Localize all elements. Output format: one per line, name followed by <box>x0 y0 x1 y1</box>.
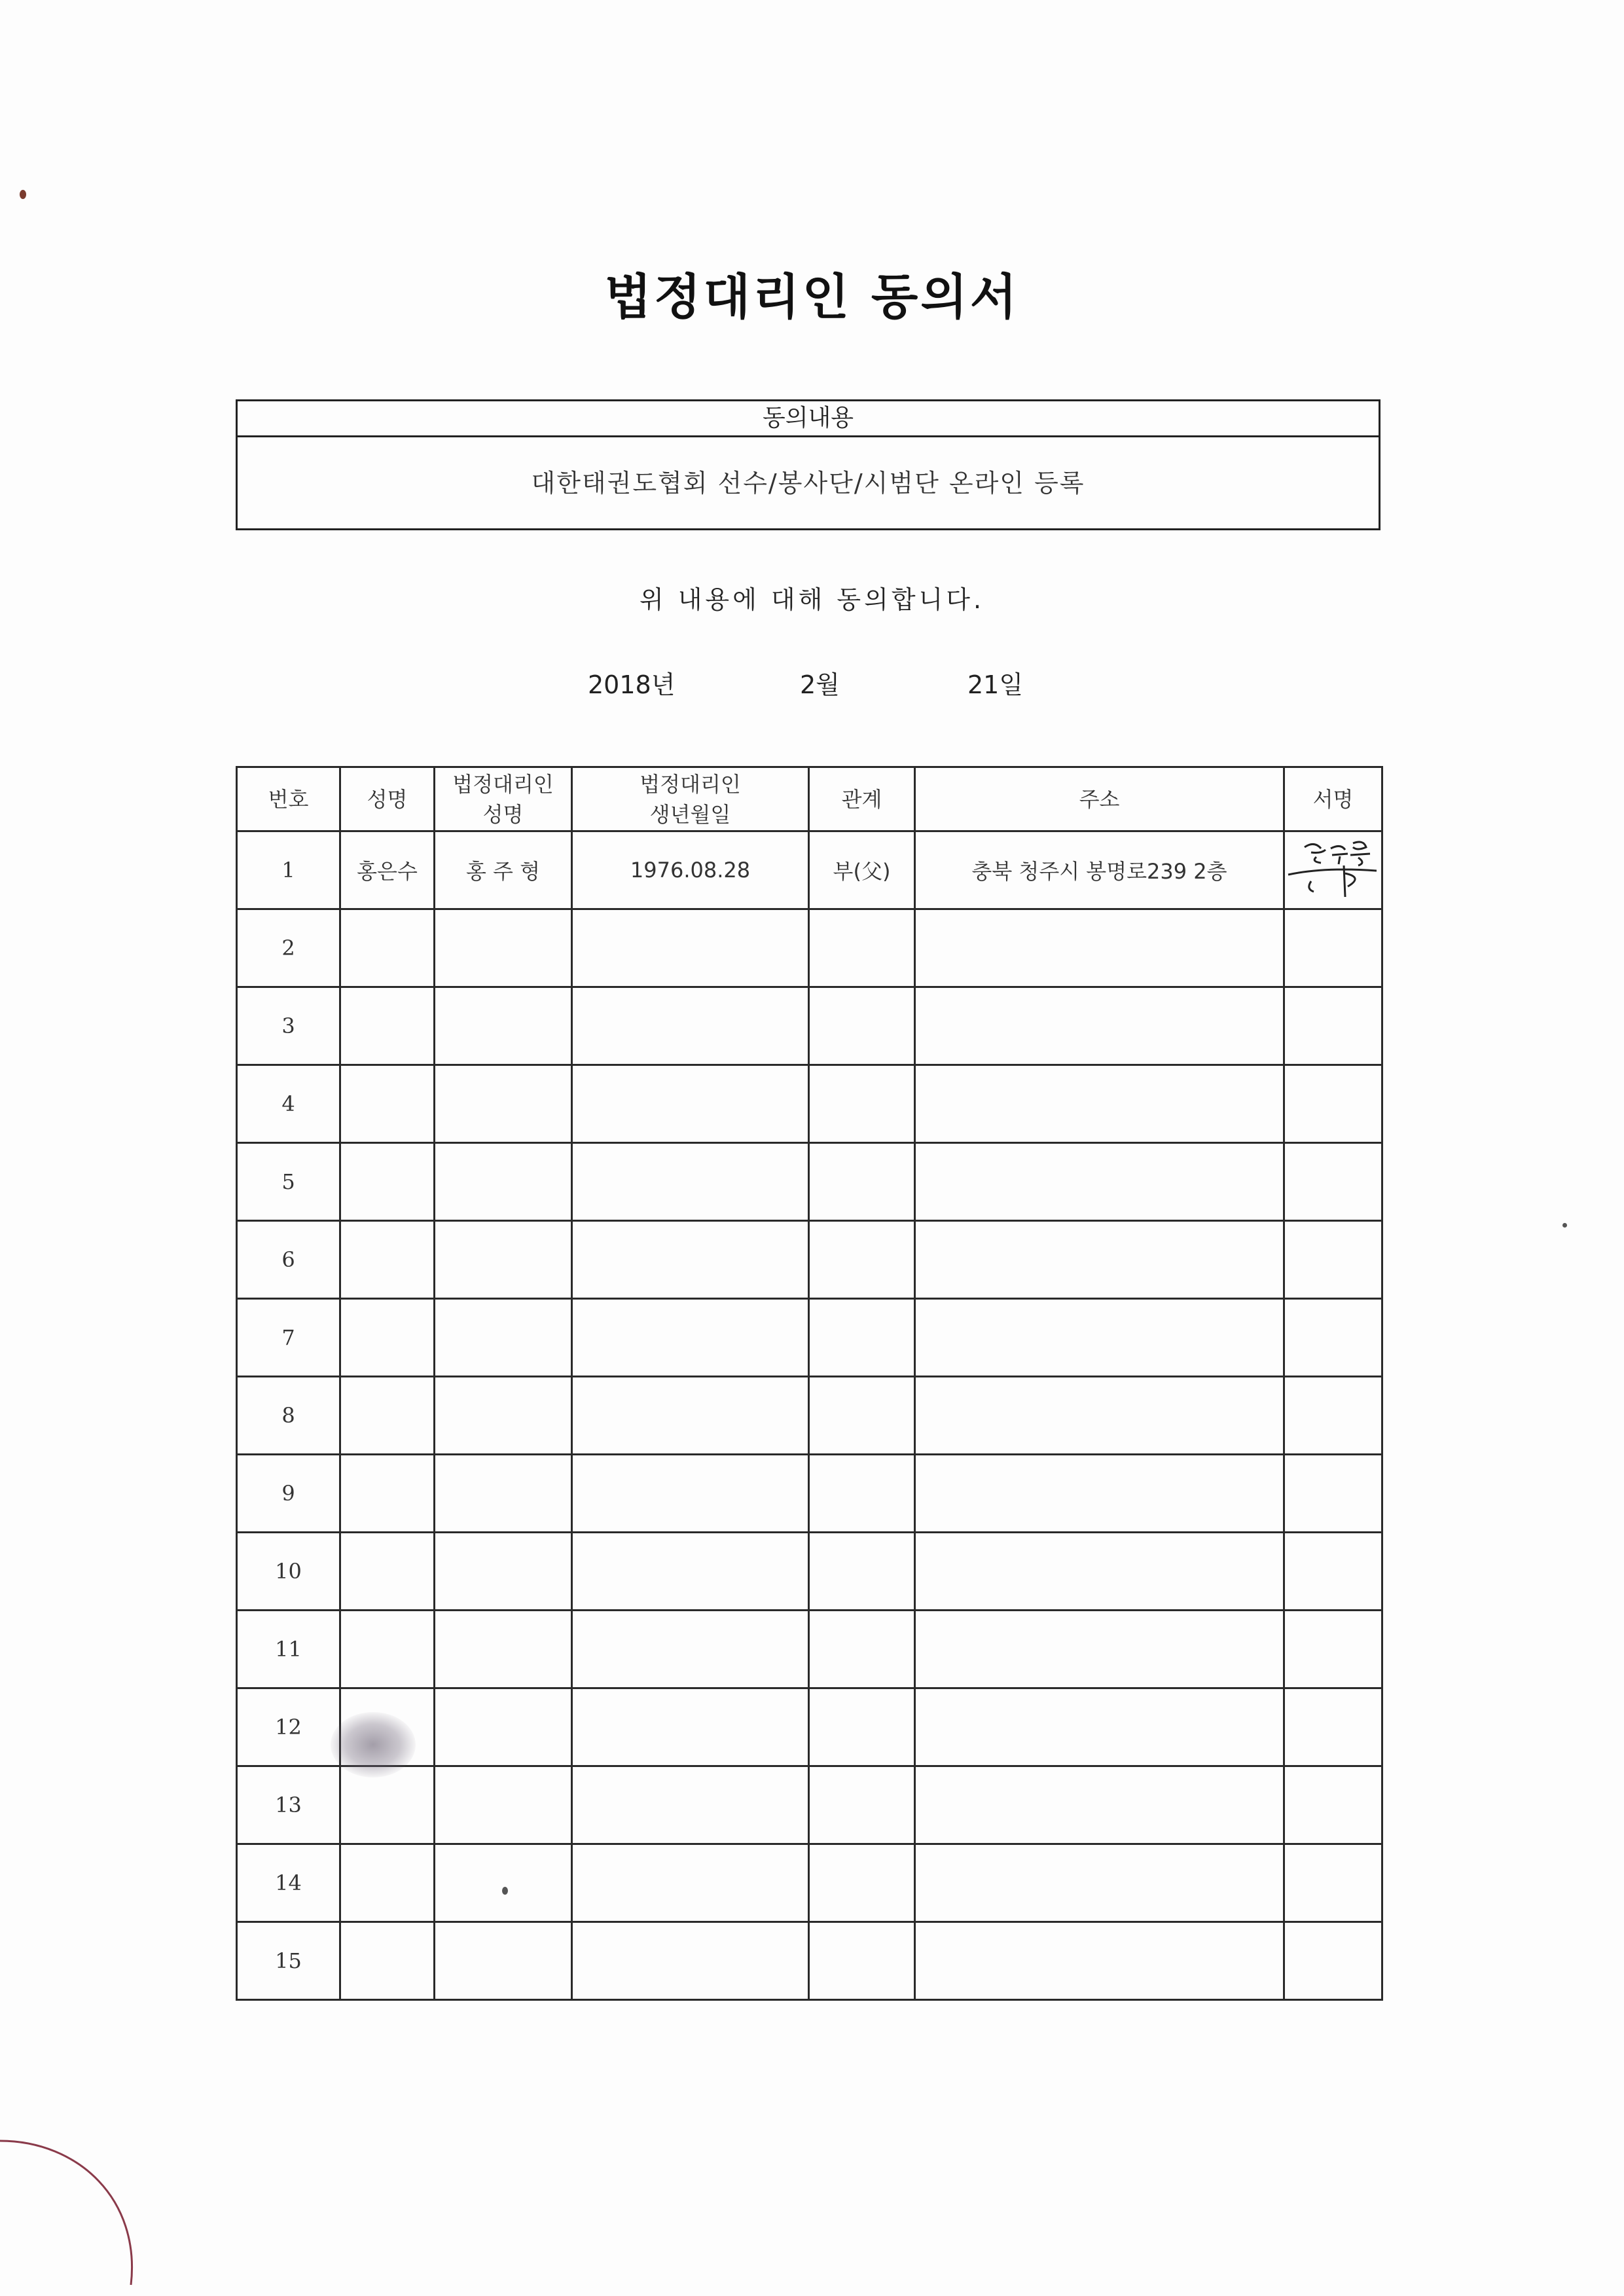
row-rep-birth <box>572 987 809 1065</box>
row-name <box>340 1455 435 1533</box>
corner-pencil-mark <box>0 2095 151 2291</box>
row-rep-name <box>435 1766 572 1844</box>
ink-speck <box>1562 1223 1567 1228</box>
row-rep-birth <box>572 909 809 987</box>
table-row <box>237 1143 1382 1221</box>
row-relation <box>809 1065 915 1143</box>
row-rep-birth <box>572 1766 809 1844</box>
row-address <box>915 1143 1284 1221</box>
row-address: 충북 청주시 봉명로239 2층 <box>915 831 1284 909</box>
row-rep-birth <box>572 1065 809 1143</box>
row-address <box>915 1299 1284 1377</box>
row-address <box>915 1611 1284 1688</box>
row-address <box>915 909 1284 987</box>
header-address: 주소 <box>915 767 1284 831</box>
row-address <box>915 987 1284 1065</box>
header-rep-birth <box>572 767 809 831</box>
row-address <box>915 1922 1284 2000</box>
row-rep-name <box>435 1533 572 1611</box>
row-rep-birth <box>572 1688 809 1766</box>
row-rep-name <box>435 909 572 987</box>
row-number: 12 <box>237 1688 340 1766</box>
row-number: 1 <box>237 831 340 909</box>
row-signature <box>1284 1611 1382 1688</box>
row-rep-birth <box>572 1143 809 1221</box>
ink-speck <box>502 1887 508 1895</box>
ink-smudge <box>331 1712 416 1777</box>
agree-statement: 위 내용에 대해 동의합니다. <box>639 585 985 614</box>
row-address <box>915 1533 1284 1611</box>
row-relation <box>809 1844 915 1922</box>
row-name <box>340 1533 435 1611</box>
row-number: 15 <box>237 1922 340 2000</box>
row-rep-birth <box>572 1533 809 1611</box>
table-row <box>237 1221 1382 1299</box>
row-number: 6 <box>237 1221 340 1299</box>
row-rep-name <box>435 987 572 1065</box>
date-day: 21일 <box>967 670 1024 699</box>
table-row <box>237 1922 1382 2000</box>
row-address <box>915 1455 1284 1533</box>
ink-speck <box>20 190 26 199</box>
header-rep-name-line1: 법정대리인 <box>452 771 554 797</box>
row-signature <box>1284 1377 1382 1455</box>
consent-content: 대한태권도협회 선수/봉사단/시범단 온라인 등록 <box>531 469 1085 498</box>
row-rep-name <box>435 1611 572 1688</box>
table-row <box>237 1065 1382 1143</box>
row-signature <box>1284 1143 1382 1221</box>
row-rep-birth <box>572 1299 809 1377</box>
row-relation: 부(父) <box>809 831 915 909</box>
row-address <box>915 1065 1284 1143</box>
table-row <box>237 1299 1382 1377</box>
table-row <box>237 1533 1382 1611</box>
header-rep-name <box>435 767 572 831</box>
row-name <box>340 1611 435 1688</box>
row-rep-name <box>435 1065 572 1143</box>
row-number: 5 <box>237 1143 340 1221</box>
row-relation <box>809 1688 915 1766</box>
table-row <box>237 1844 1382 1922</box>
row-signature <box>1284 1766 1382 1844</box>
row-rep-name <box>435 1299 572 1377</box>
row-signature <box>1284 909 1382 987</box>
row-number: 8 <box>237 1377 340 1455</box>
row-number: 13 <box>237 1766 340 1844</box>
row-relation <box>809 1533 915 1611</box>
header-rep-birth-line1: 법정대리인 <box>640 771 741 797</box>
header-relation: 관계 <box>809 767 915 831</box>
row-name: 홍은수 <box>340 831 435 909</box>
row-relation <box>809 1143 915 1221</box>
row-rep-name <box>435 1143 572 1221</box>
row-relation <box>809 1611 915 1688</box>
row-relation <box>809 1221 915 1299</box>
row-rep-name <box>435 1922 572 2000</box>
row-number: 4 <box>237 1065 340 1143</box>
handwritten-signature <box>1285 834 1382 906</box>
date-month: 2월 <box>800 670 840 699</box>
registration-table <box>236 766 1383 2001</box>
table-row <box>237 1455 1382 1533</box>
row-rep-birth <box>572 1377 809 1455</box>
row-name <box>340 1221 435 1299</box>
row-rep-name <box>435 1221 572 1299</box>
row-relation <box>809 1455 915 1533</box>
row-rep-birth <box>572 1922 809 2000</box>
row-rep-birth <box>572 1844 809 1922</box>
row-number: 14 <box>237 1844 340 1922</box>
row-name <box>340 909 435 987</box>
row-relation <box>809 987 915 1065</box>
row-number: 3 <box>237 987 340 1065</box>
row-address <box>915 1688 1284 1766</box>
row-name <box>340 1299 435 1377</box>
row-address <box>915 1377 1284 1455</box>
table-row <box>237 909 1382 987</box>
consent-header: 동의내용 <box>238 401 1379 437</box>
row-name <box>340 1377 435 1455</box>
row-signature <box>1284 1533 1382 1611</box>
row-rep-birth <box>572 1611 809 1688</box>
header-signature: 서명 <box>1284 767 1382 831</box>
row-number: 9 <box>237 1455 340 1533</box>
row-rep-name <box>435 1377 572 1455</box>
row-signature <box>1284 1844 1382 1922</box>
table-row <box>237 1766 1382 1844</box>
row-rep-name <box>435 1455 572 1533</box>
row-signature <box>1284 1299 1382 1377</box>
row-address <box>915 1221 1284 1299</box>
row-name <box>340 1143 435 1221</box>
row-relation <box>809 1766 915 1844</box>
table-row <box>237 1611 1382 1688</box>
row-signature <box>1284 987 1382 1065</box>
header-rep-name-line2: 성명 <box>482 801 524 827</box>
row-relation <box>809 1922 915 2000</box>
row-rep-birth: 1976.08.28 <box>572 831 809 909</box>
row-number: 7 <box>237 1299 340 1377</box>
date-year: 2018년 <box>588 670 676 699</box>
header-name: 성명 <box>340 767 435 831</box>
row-signature <box>1284 1455 1382 1533</box>
row-name <box>340 1922 435 2000</box>
row-signature <box>1284 1688 1382 1766</box>
table-row <box>237 987 1382 1065</box>
row-rep-name <box>435 1688 572 1766</box>
table-row <box>237 1377 1382 1455</box>
row-signature <box>1284 1922 1382 2000</box>
row-number: 11 <box>237 1611 340 1688</box>
row-name <box>340 987 435 1065</box>
row-rep-name: 홍 주 형 <box>435 831 572 909</box>
row-relation <box>809 1299 915 1377</box>
row-rep-name <box>435 1844 572 1922</box>
table-row <box>237 831 1382 909</box>
row-relation <box>809 1377 915 1455</box>
row-name <box>340 1844 435 1922</box>
row-rep-birth <box>572 1455 809 1533</box>
row-signature <box>1284 1221 1382 1299</box>
row-name <box>340 1766 435 1844</box>
header-number: 번호 <box>237 767 340 831</box>
consent-box <box>236 399 1380 530</box>
row-signature <box>1284 831 1382 909</box>
row-rep-birth <box>572 1221 809 1299</box>
page-title: 법정대리인 동의서 <box>604 269 1020 325</box>
row-address <box>915 1844 1284 1922</box>
row-relation <box>809 909 915 987</box>
row-name <box>340 1065 435 1143</box>
header-rep-birth-line2: 생년월일 <box>649 801 731 827</box>
table-header-row <box>237 767 1382 831</box>
row-number: 10 <box>237 1533 340 1611</box>
row-address <box>915 1766 1284 1844</box>
row-signature <box>1284 1065 1382 1143</box>
row-number: 2 <box>237 909 340 987</box>
